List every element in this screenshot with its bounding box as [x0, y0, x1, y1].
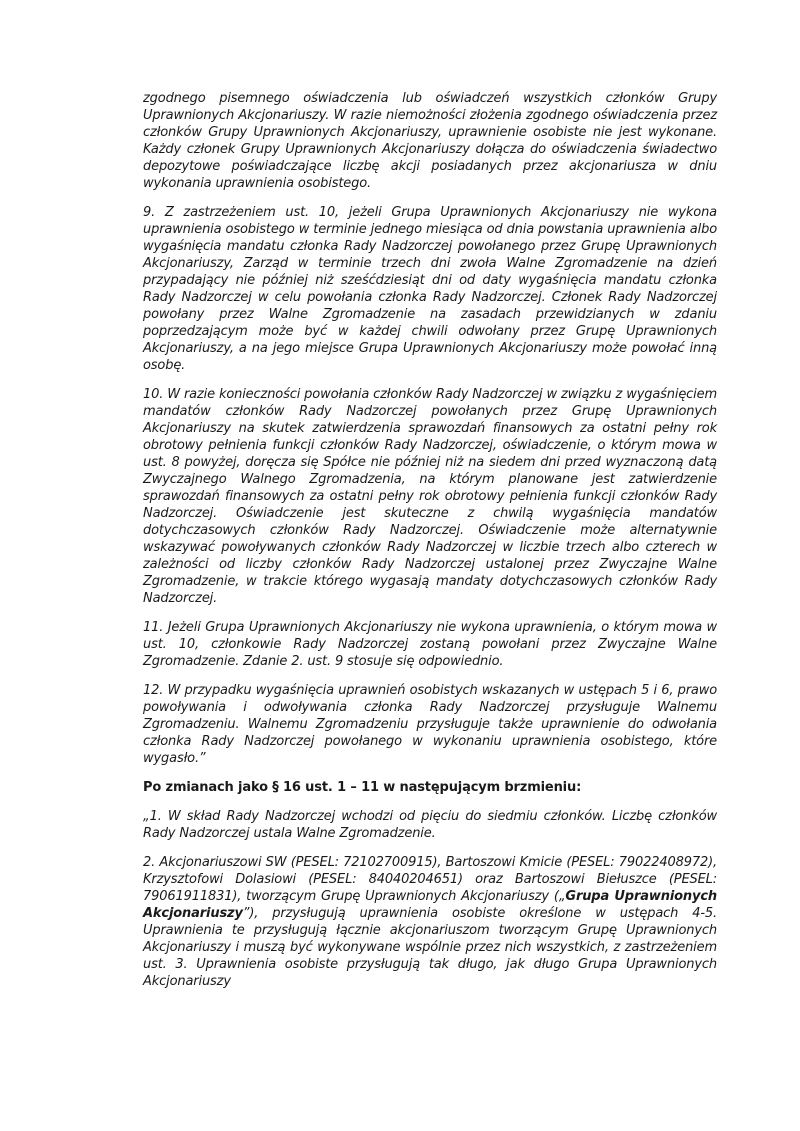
paragraph-ust-12: 12. W przypadku wygaśnięcia uprawnień osobistych wskazanych w ustępach 5 i 6, prawo powoływania i odwoływania członka Rady Nadzorczej przysługuje Walnemu Zgromadzeniu. Walnemu Zgromadzeniu przysługuje także uprawnienie do odwołania członka Rady Nadzorczej powołanego w wykonaniu uprawnienia osobistego, które wygasło.” — [143, 683, 717, 766]
paragraph-text-after-bold: ”), przysługują uprawnienia osobiste określone w ustępach 4-5. Uprawnienia te przysługują łącznie akcjonariuszom tworzącym Grupę Uprawnionych Akcjonariuszy i muszą być wykonywane wspólnie przez nich wszystkich, z zastrzeżeniem ust. 3. Uprawnienia osobiste przysługują tak długo, jak długo Grupa Uprawnionych Akcjonariuszy — [143, 906, 717, 989]
heading-po-zmianach: Po zmianach jako § 16 ust. 1 – 11 w następującym brzmieniu: — [143, 780, 582, 795]
paragraph-ust-9: 9. Z zastrzeżeniem ust. 10, jeżeli Grupa Uprawnionych Akcjonariuszy nie wykona uprawnienia osobistego w terminie jednego miesiąca od dnia powstania uprawnienia albo wygaśnięcia mandatu członka Rady Nadzorczej powołanego przez Grupę Uprawnionych Akcjonariuszy, Zarząd w terminie trzech dni zwoła Walne Zgromadzenie na dzień przypadający nie później niż sześćdziesiąt dni od daty wygaśnięcia mandatu członka Rady Nadzorczej w celu powołania członka Rady Nadzorczej. Członek Rady Nadzorczej powołany przez Walne Zgromadzenie na zasadach przewidzianych w zdaniu poprzedzającym może być w każdej chwili odwołany przez Grupę Uprawnionych Akcjonariuszy, a na jego miejsce Grupa Uprawnionych Akcjonariuszy może powołać inną osobę. — [143, 205, 717, 373]
paragraph-continuation: zgodnego pisemnego oświadczenia lub oświadczeń wszystkich członków Grupy Uprawnionych Akcjonariuszy. W razie niemożności złożenia zgodnego oświadczenia przez członków Grupy Uprawnionych Akcjonariuszy, uprawnienie osobiste nie jest wykonane. Każdy członek Grupy Uprawnionych Akcjonariuszy dołącza do oświadczenia świadectwo depozytowe poświadczające liczbę akcji posiadanych przez akcjonariusza w dniu wykonania uprawnienia osobistego. — [143, 91, 717, 191]
paragraph-new-ust-1: „1. W skład Rady Nadzorczej wchodzi od pięciu do siedmiu członków. Liczbę członków Rady Nadzorczej ustala Walne Zgromadzenie. — [143, 809, 717, 841]
paragraph-bold-defined-term: Grupa Uprawnionych Akcjonariuszy — [143, 889, 717, 921]
paragraph-ust-10: 10. W razie konieczności powołania członków Rady Nadzorczej w związku z wygaśnięciem mandatów członków Rady Nadzorczej powołanych przez Grupę Uprawnionych Akcjonariuszy na skutek zatwierdzenia sprawozdań finansowych za ostatni pełny rok obrotowy pełnienia funkcji członków Rady Nadzorczej, oświadczenie, o którym mowa w ust. 8 powyżej, doręcza się Spółce nie później niż na siedem dni przed wyznaczoną datą Zwyczajnego Walnego Zgromadzenia, na którym planowane jest zatwierdzenie sprawozdań finansowych za ostatni pełny rok obrotowy pełnienia funkcji członków Rady Nadzorczej. Oświadczenie jest skuteczne z chwilą wygaśnięcia mandatów dotychczasowych członków Rady Nadzorczej. Oświadczenie może alternatywnie wskazywać powoływanych członków Rady Nadzorczej w liczbie trzech albo czterech w zależności od liczby członków Rady Nadzorczej ustalonej przez Zwyczajne Walne Zgromadzenie, w trakcie którego wygasają mandaty dotychczasowych członków Rady Nadzorczej. — [143, 387, 717, 606]
paragraph-new-ust-2 — [143, 854, 717, 990]
paragraph-text-before-bold: 2. Akcjonariuszowi SW (PESEL: 72102700915), Bartoszowi Kmicie (PESEL: 79022408972), Krzysztofowi Dolasiowi (PESEL: 84040204651) oraz Bartoszowi Biełuszce (PESEL: 79061911831), tworzącym Grupę Uprawnionych Akcjonariuszy („ — [143, 855, 717, 904]
paragraph-ust-11: 11. Jeżeli Grupa Uprawnionych Akcjonariuszy nie wykona uprawnienia, o którym mowa w ust. 10, członkowie Rady Nadzorczej zostaną powołani przez Zwyczajne Walne Zgromadzenie. Zdanie 2. ust. 9 stosuje się odpowiednio. — [143, 620, 717, 669]
